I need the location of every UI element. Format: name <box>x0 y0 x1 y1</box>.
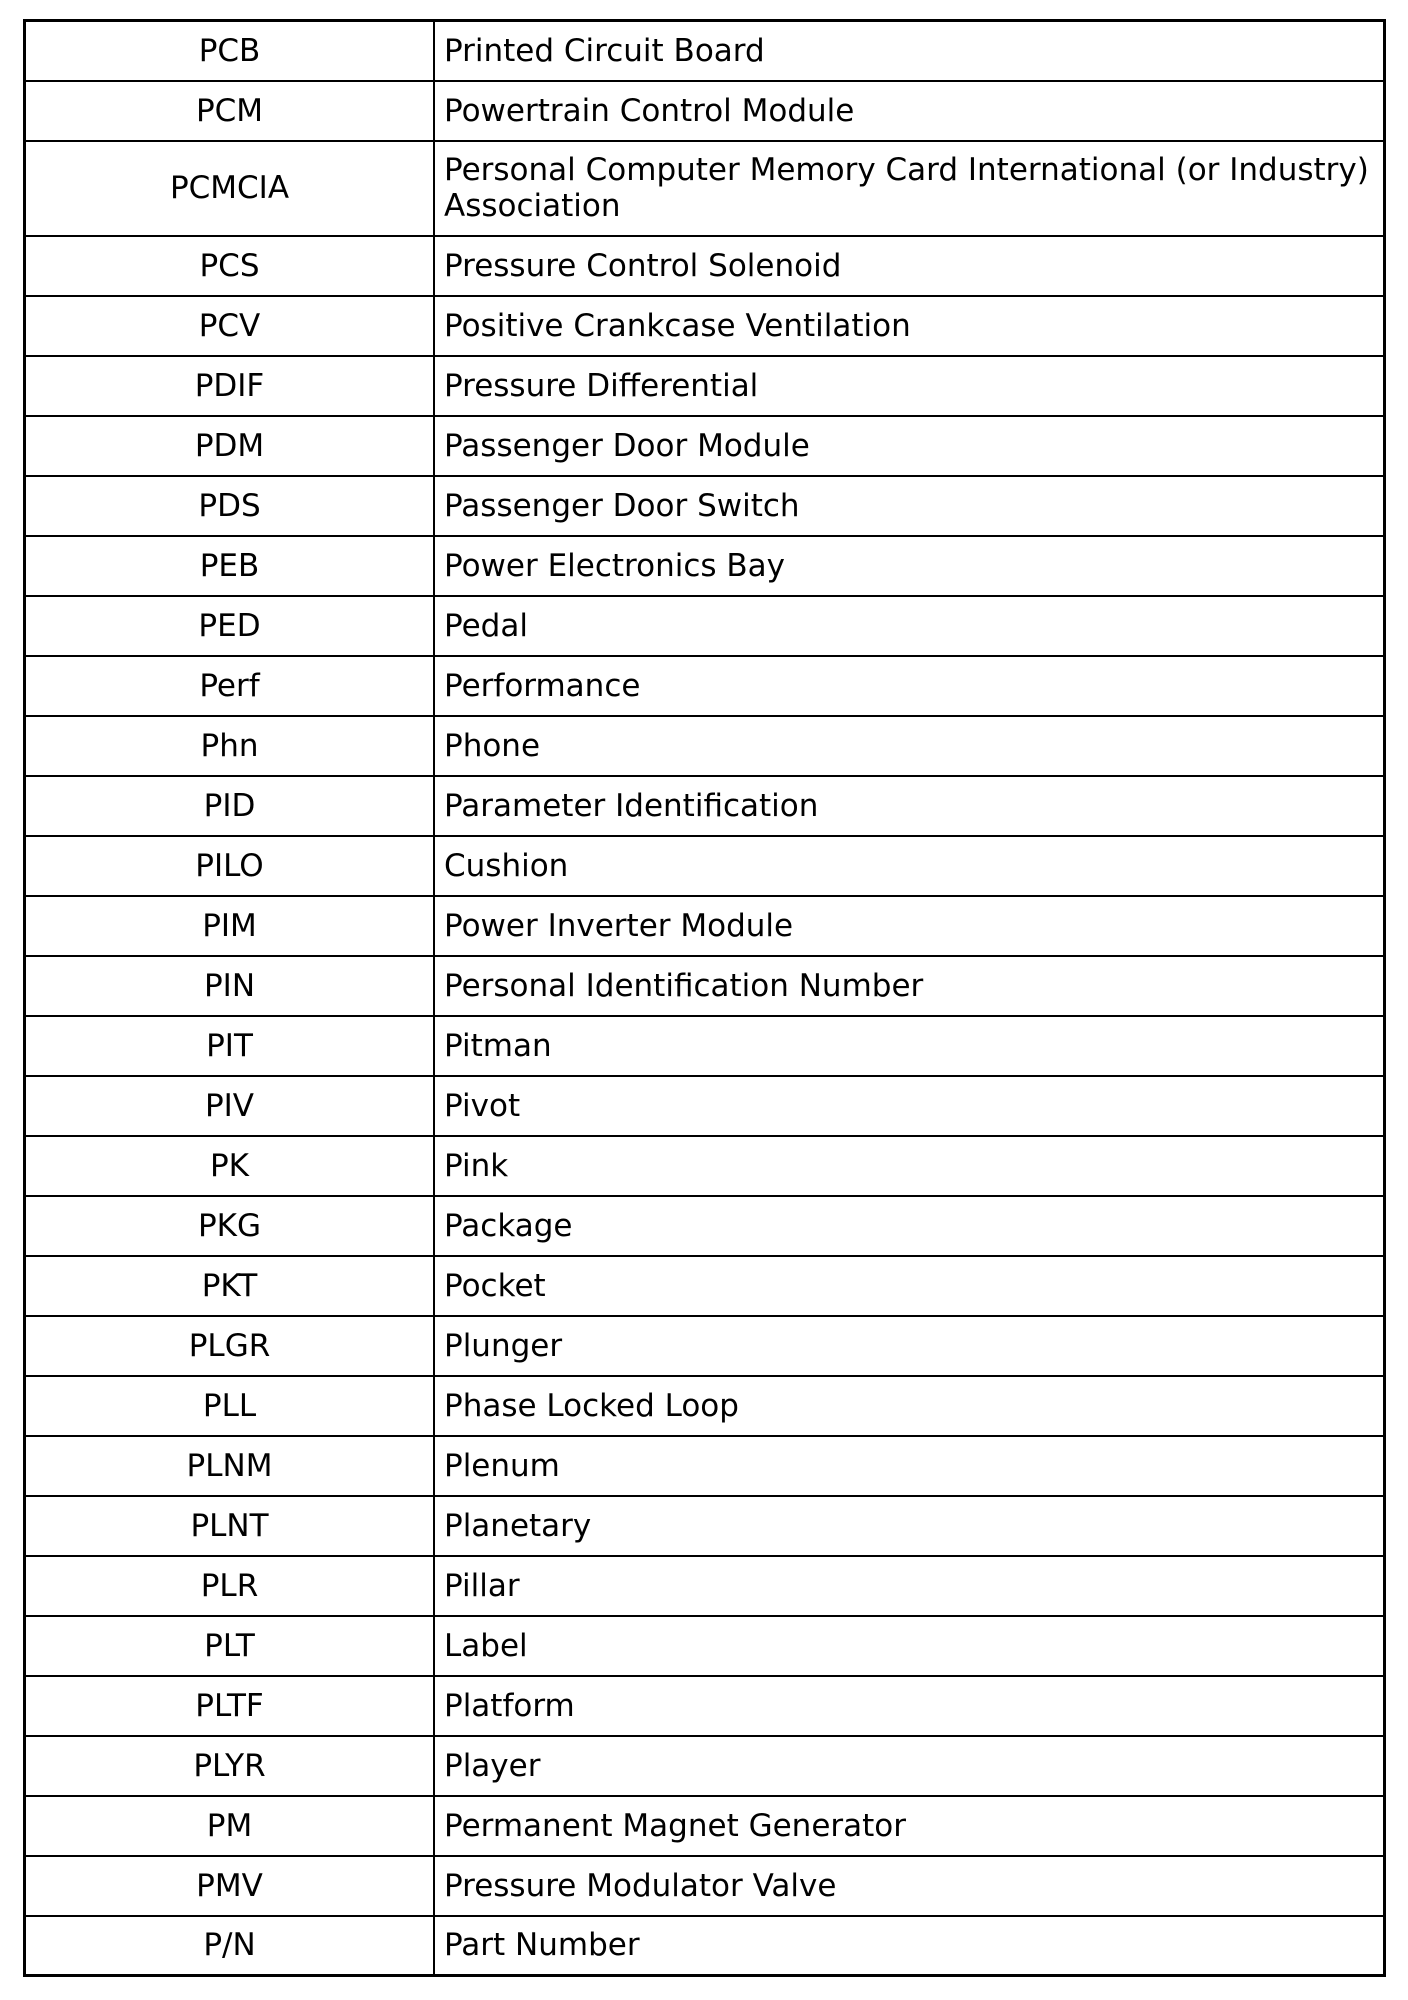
table-row <box>25 1136 1385 1196</box>
abbreviation-cell: P/N <box>25 1916 435 1976</box>
definition-cell: Label <box>434 1616 1385 1676</box>
definition-cell: Phone <box>434 716 1385 776</box>
definition-cell: Pedal <box>434 596 1385 656</box>
abbreviation-cell: PILO <box>25 836 435 896</box>
abbreviation-cell: PDIF <box>25 356 435 416</box>
abbreviation-cell: PKG <box>25 1196 435 1256</box>
definition-cell: Parameter Identification <box>434 776 1385 836</box>
table-row <box>25 956 1385 1016</box>
abbreviation-cell: PCS <box>25 236 435 296</box>
table-row <box>25 1616 1385 1676</box>
abbreviation-cell: PLGR <box>25 1316 435 1376</box>
table-row <box>25 1736 1385 1796</box>
definition-cell: Pivot <box>434 1076 1385 1136</box>
abbreviation-cell: Phn <box>25 716 435 776</box>
table-row <box>25 1496 1385 1556</box>
definition-cell: Package <box>434 1196 1385 1256</box>
definition-cell: Personal Identification Number <box>434 956 1385 1016</box>
table-row <box>25 1676 1385 1736</box>
definition-cell: Plunger <box>434 1316 1385 1376</box>
abbreviation-cell: PLR <box>25 1556 435 1616</box>
abbreviation-cell: PDS <box>25 476 435 536</box>
table-row <box>25 1436 1385 1496</box>
abbreviation-cell: PCV <box>25 296 435 356</box>
definition-cell: Pressure Differential <box>434 356 1385 416</box>
table-row <box>25 356 1385 416</box>
definition-cell: Pink <box>434 1136 1385 1196</box>
definition-cell: Player <box>434 1736 1385 1796</box>
definition-cell: Pressure Modulator Valve <box>434 1856 1385 1916</box>
table-row <box>25 656 1385 716</box>
table-row <box>25 1016 1385 1076</box>
table-row <box>25 836 1385 896</box>
table-row <box>25 296 1385 356</box>
abbreviation-cell: PLYR <box>25 1736 435 1796</box>
abbreviation-cell: PCB <box>25 21 435 81</box>
definition-cell: Pocket <box>434 1256 1385 1316</box>
abbreviation-cell: PM <box>25 1796 435 1856</box>
abbreviation-cell: PIT <box>25 1016 435 1076</box>
definition-cell: Performance <box>434 656 1385 716</box>
abbreviation-table <box>23 19 1386 1977</box>
definition-cell: Pitman <box>434 1016 1385 1076</box>
definition-cell: Personal Computer Memory Card International (or Industry) Association <box>434 141 1385 236</box>
definition-cell: Pillar <box>434 1556 1385 1616</box>
abbreviation-cell: PDM <box>25 416 435 476</box>
abbreviation-cell: PLNM <box>25 1436 435 1496</box>
definition-cell: Cushion <box>434 836 1385 896</box>
abbreviation-cell: PMV <box>25 1856 435 1916</box>
abbreviation-cell: PIM <box>25 896 435 956</box>
definition-cell: Passenger Door Switch <box>434 476 1385 536</box>
table-row <box>25 1196 1385 1256</box>
definition-cell: Power Inverter Module <box>434 896 1385 956</box>
definition-cell: Phase Locked Loop <box>434 1376 1385 1436</box>
table-row <box>25 81 1385 141</box>
abbreviation-cell: PIV <box>25 1076 435 1136</box>
abbreviation-cell: PIN <box>25 956 435 1016</box>
definition-cell: Plenum <box>434 1436 1385 1496</box>
table-row <box>25 141 1385 236</box>
table-row <box>25 1796 1385 1856</box>
definition-cell: Power Electronics Bay <box>434 536 1385 596</box>
abbreviation-cell: Perf <box>25 656 435 716</box>
table-row <box>25 476 1385 536</box>
table-row <box>25 1916 1385 1976</box>
definition-cell: Platform <box>434 1676 1385 1736</box>
abbreviation-cell: PID <box>25 776 435 836</box>
table-row <box>25 1076 1385 1136</box>
abbreviation-cell: PCM <box>25 81 435 141</box>
abbreviation-cell: PLTF <box>25 1676 435 1736</box>
definition-cell: Pressure Control Solenoid <box>434 236 1385 296</box>
abbreviation-cell: PLL <box>25 1376 435 1436</box>
definition-cell: Printed Circuit Board <box>434 21 1385 81</box>
definition-cell: Permanent Magnet Generator <box>434 1796 1385 1856</box>
table-row <box>25 536 1385 596</box>
definition-cell: Positive Crankcase Ventilation <box>434 296 1385 356</box>
table-row <box>25 1376 1385 1436</box>
abbreviation-cell: PK <box>25 1136 435 1196</box>
abbreviation-table-body <box>25 21 1385 1976</box>
abbreviation-cell: PLNT <box>25 1496 435 1556</box>
abbreviation-cell: PCMCIA <box>25 141 435 236</box>
table-row <box>25 416 1385 476</box>
table-row <box>25 1256 1385 1316</box>
table-row <box>25 21 1385 81</box>
table-row <box>25 1856 1385 1916</box>
abbreviation-cell: PEB <box>25 536 435 596</box>
table-row <box>25 776 1385 836</box>
table-row <box>25 716 1385 776</box>
table-row <box>25 1556 1385 1616</box>
abbreviation-cell: PED <box>25 596 435 656</box>
abbreviation-cell: PLT <box>25 1616 435 1676</box>
definition-cell: Planetary <box>434 1496 1385 1556</box>
definition-cell: Passenger Door Module <box>434 416 1385 476</box>
definition-cell: Part Number <box>434 1916 1385 1976</box>
table-row <box>25 236 1385 296</box>
abbreviation-cell: PKT <box>25 1256 435 1316</box>
table-row <box>25 896 1385 956</box>
table-row <box>25 596 1385 656</box>
definition-cell: Powertrain Control Module <box>434 81 1385 141</box>
table-row <box>25 1316 1385 1376</box>
